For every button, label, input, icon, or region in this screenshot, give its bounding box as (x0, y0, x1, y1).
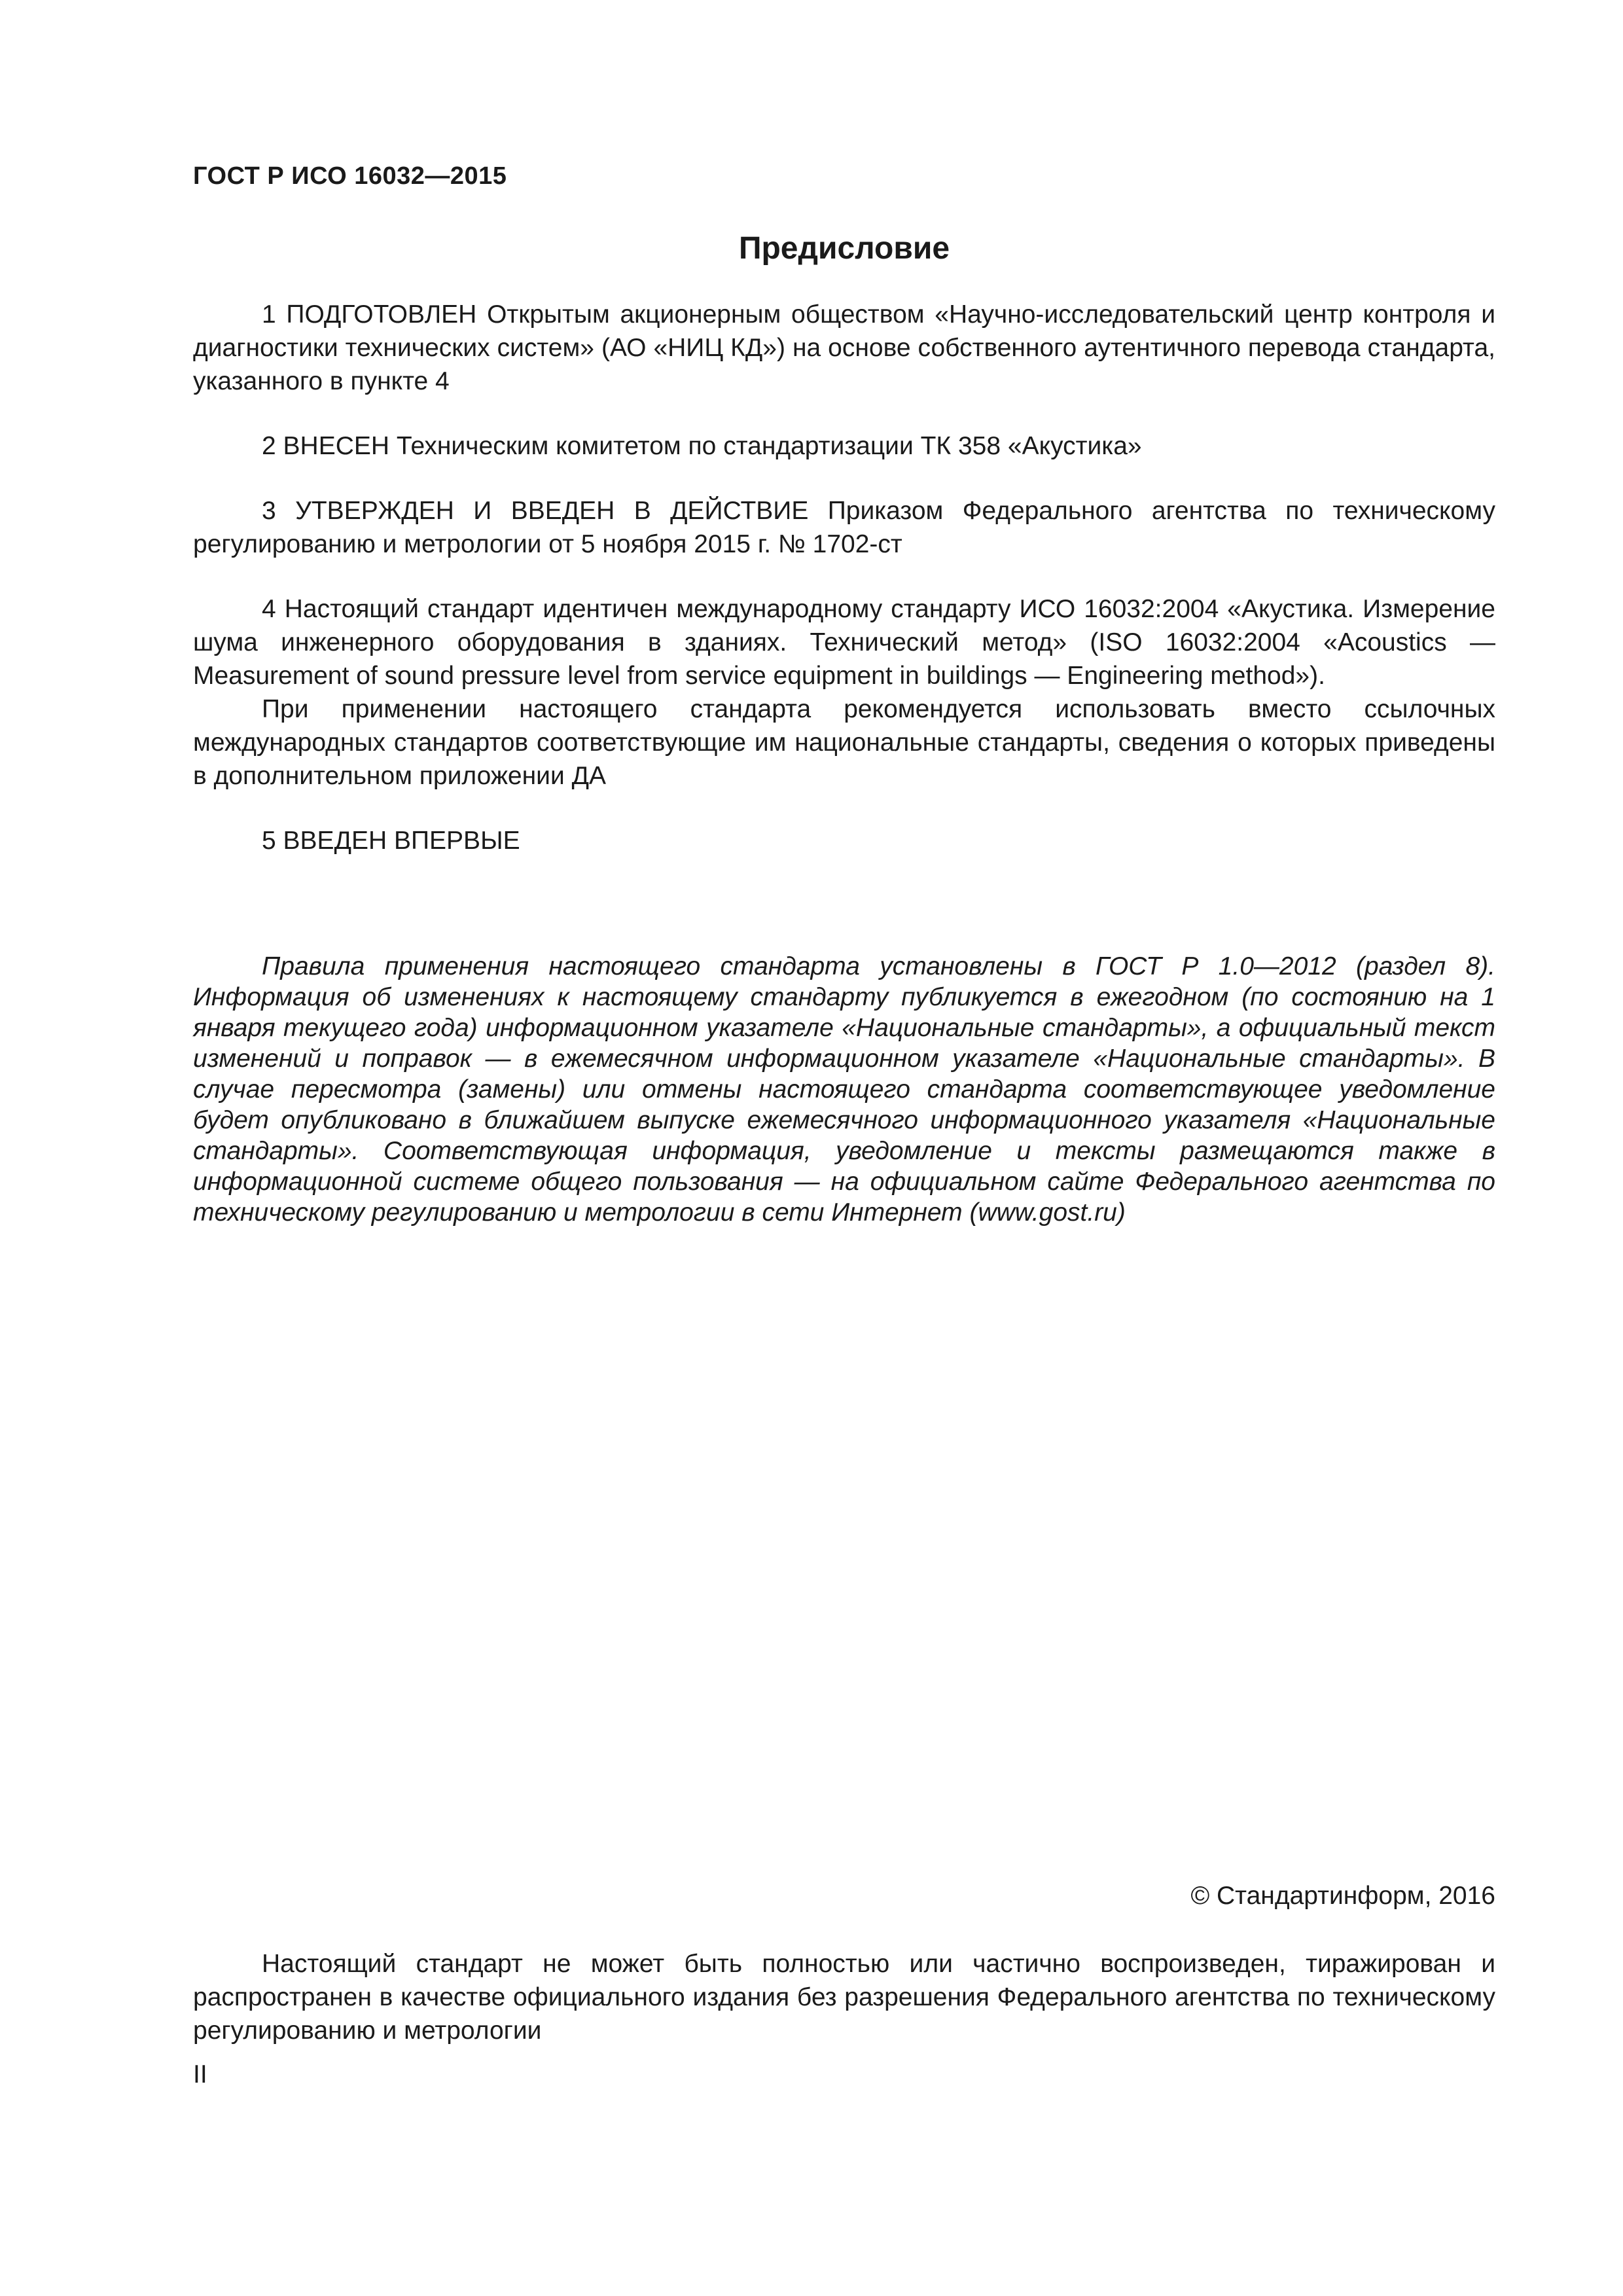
document-id-header: ГОСТ Р ИСО 16032—2015 (193, 162, 507, 190)
copyright-line: © Стандартинформ, 2016 (1190, 1882, 1495, 1910)
section-title: Предисловие (738, 231, 950, 266)
preface-item-4-note: При применении настоящего стандарта рекомендуется использовать вместо ссылочных международных стандартов соответствующие им национальные стандарты, сведения о которых приведены в дополнительном приложении ДА (193, 695, 1495, 790)
preface-body (193, 298, 1495, 857)
reproduction-restriction: Настоящий стандарт не может быть полностью или частично воспроизведен, тиражирован и распространен в качестве официального издания без разрешения Федерального агентства по техническому регулированию и метрологии (193, 1950, 1495, 2045)
preface-item-4: 4 Настоящий стандарт идентичен международному стандарту ИСО 16032:2004 «Акустика. Измерение шума инженерного оборудования в зданиях. Технический метод» (ISO 16032:2004 «Acoustics — Measurement of sound pressure level from service equipment in buildings — Engineering method»). (193, 595, 1495, 690)
preface-item-3: 3 УТВЕРЖДЕН И ВВЕДЕН В ДЕЙСТВИЕ Приказом Федерального агентства по техническому регулированию и метрологии от 5 ноября 2015 г. № 1702-ст (193, 497, 1495, 558)
page-number: II (193, 2060, 207, 2089)
application-rules-notice: Правила применения настоящего стандарта установлены в ГОСТ Р 1.0—2012 (раздел 8). Информация об изменениях к настоящему стандарту публикуется в ежегодном (по состоянию на 1 января текущего года) информационном указателе «Национальные стандарты», а официальный текст изменений и поправок — в ежемесячном информационном указателе «Национальные стандарты». В случае пересмотра (замены) или отмены настоящего стандарта соответствующее уведомление будет опубликовано в ближайшем выпуске ежемесячного информационного указателя «Национальные стандарты». Соответствующая информация, уведомление и тексты размещаются также в информационной системе общего пользования — на официальном сайте Федерального агентства по техническому регулированию и метрологии в сети Интернет (www.gost.ru) (193, 952, 1495, 1227)
preface-item-5: 5 ВВЕДЕН ВПЕРВЫЕ (262, 827, 520, 855)
preface-item-2: 2 ВНЕСЕН Техническим комитетом по стандартизации ТК 358 «Акустика» (262, 432, 1142, 460)
preface-item-1: 1 ПОДГОТОВЛЕН Открытым акционерным обществом «Научно-исследовательский центр контроля и диагностики технических систем» (АО «НИЦ КД») на основе собственного аутентичного перевода стандарта, указанного в пункте 4 (193, 300, 1495, 395)
